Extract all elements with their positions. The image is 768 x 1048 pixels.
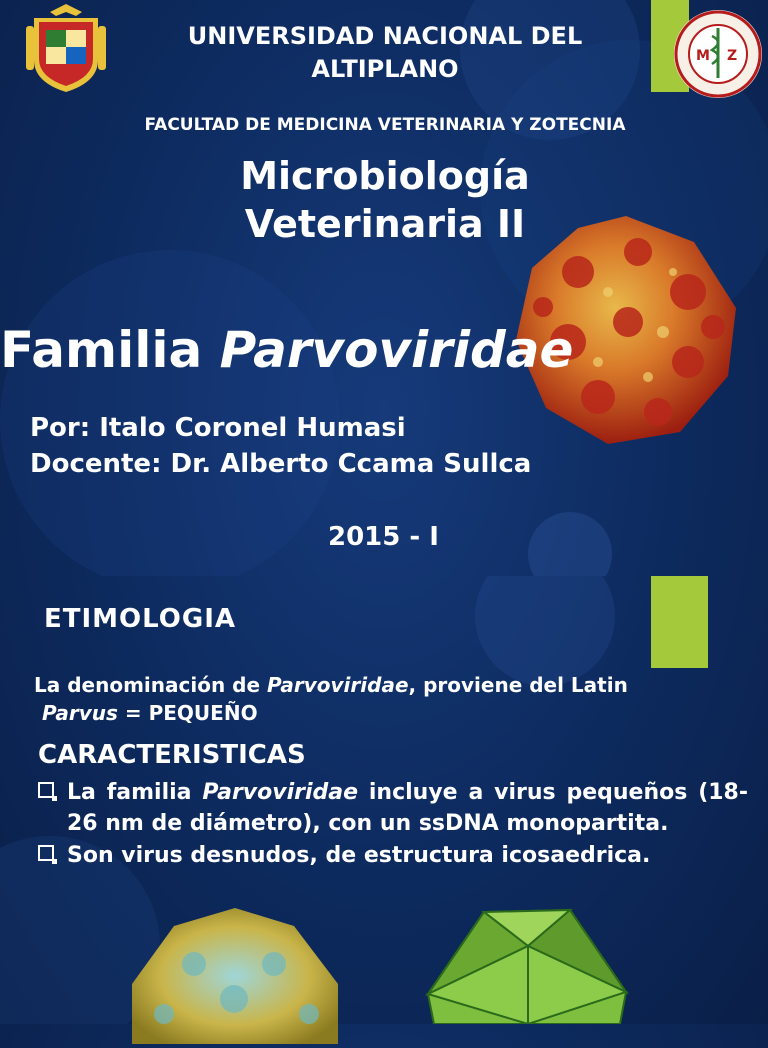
bullet1-suffix: incluye a virus pequeños (18-26 nm de diámetro), con un ssDNA monopartita.: [67, 780, 748, 836]
denomination-term: Parvoviridae: [267, 673, 409, 697]
svg-text:M: M: [696, 48, 710, 64]
list-item: [38, 840, 748, 871]
virus-capsid-image: [124, 904, 346, 1044]
accent-bar: [651, 576, 708, 668]
course-title: Microbiología Veterinaria II: [240, 154, 530, 246]
characteristics-title: CARACTERISTICAS: [38, 740, 306, 770]
teacher-line: Docente: Dr. Alberto Ccama Sullca: [30, 449, 532, 479]
year-label: 2015 - I: [328, 522, 439, 552]
checkbox-bullet-icon: [38, 782, 54, 798]
bullet1-term: Parvoviridae: [202, 780, 359, 805]
author-block: [30, 410, 531, 482]
characteristics-list: [38, 777, 748, 872]
parvus-line: [34, 699, 754, 727]
etymology-title: ETIMOLOGIA: [43, 604, 237, 634]
bullet1-prefix: La familia: [67, 780, 203, 805]
family-name: Parvoviridae: [219, 321, 574, 379]
family-prefix: Familia: [0, 321, 203, 379]
denomination-prefix: La denominación de: [34, 673, 267, 697]
family-title: [0, 320, 573, 380]
mvz-faculty-seal-icon: [674, 6, 762, 104]
svg-text:Z: Z: [727, 48, 738, 64]
checkbox-bullet-icon: [38, 845, 54, 861]
parvus-meaning: = PEQUEÑO: [117, 701, 258, 725]
list-item: [38, 777, 748, 839]
denomination-suffix: , proviene del Latin: [408, 673, 628, 697]
parvus-term: Parvus: [42, 701, 118, 725]
faculty-name: FACULTAD DE MEDICINA VETERINARIA Y ZOTECNIA: [144, 115, 626, 135]
denomination-text: [34, 671, 754, 727]
university-name: UNIVERSIDAD NACIONAL DEL ALTIPLANO: [187, 22, 583, 83]
university-crest-icon: [20, 2, 112, 94]
icosahedron-model-image: [420, 906, 634, 1024]
denomination-line: [34, 671, 754, 699]
author-line: Por: Italo Coronel Humasi: [30, 413, 406, 443]
bullet2-text: Son virus desnudos, de estructura icosaedrica.: [67, 843, 651, 868]
